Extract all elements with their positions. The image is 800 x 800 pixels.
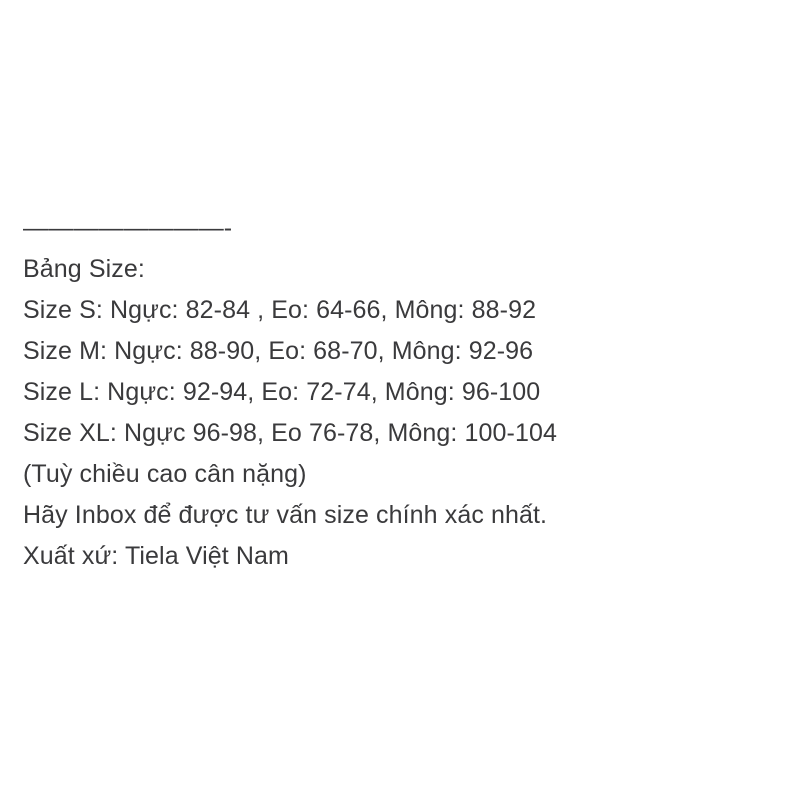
origin-text: Xuất xứ: Tiela Việt Nam	[23, 542, 289, 570]
size-row-l: Size L: Ngực: 92-94, Eo: 72-74, Mông: 96-100	[23, 378, 541, 406]
note-text-block	[23, 208, 783, 577]
inbox-advice: Hãy Inbox để được tư vấn size chính xác nhất.	[23, 501, 548, 529]
divider-line: ————————-	[23, 214, 233, 242]
size-row-s: Size S: Ngực: 82-84 , Eo: 64-66, Mông: 88-92	[23, 296, 537, 324]
size-remark: (Tuỳ chiều cao cân nặng)	[23, 460, 307, 488]
size-chart-heading: Bảng Size:	[23, 255, 145, 283]
size-row-xl: Size XL: Ngực 96-98, Eo 76-78, Mông: 100-104	[23, 419, 557, 447]
size-row-m: Size M: Ngực: 88-90, Eo: 68-70, Mông: 92-96	[23, 337, 534, 365]
